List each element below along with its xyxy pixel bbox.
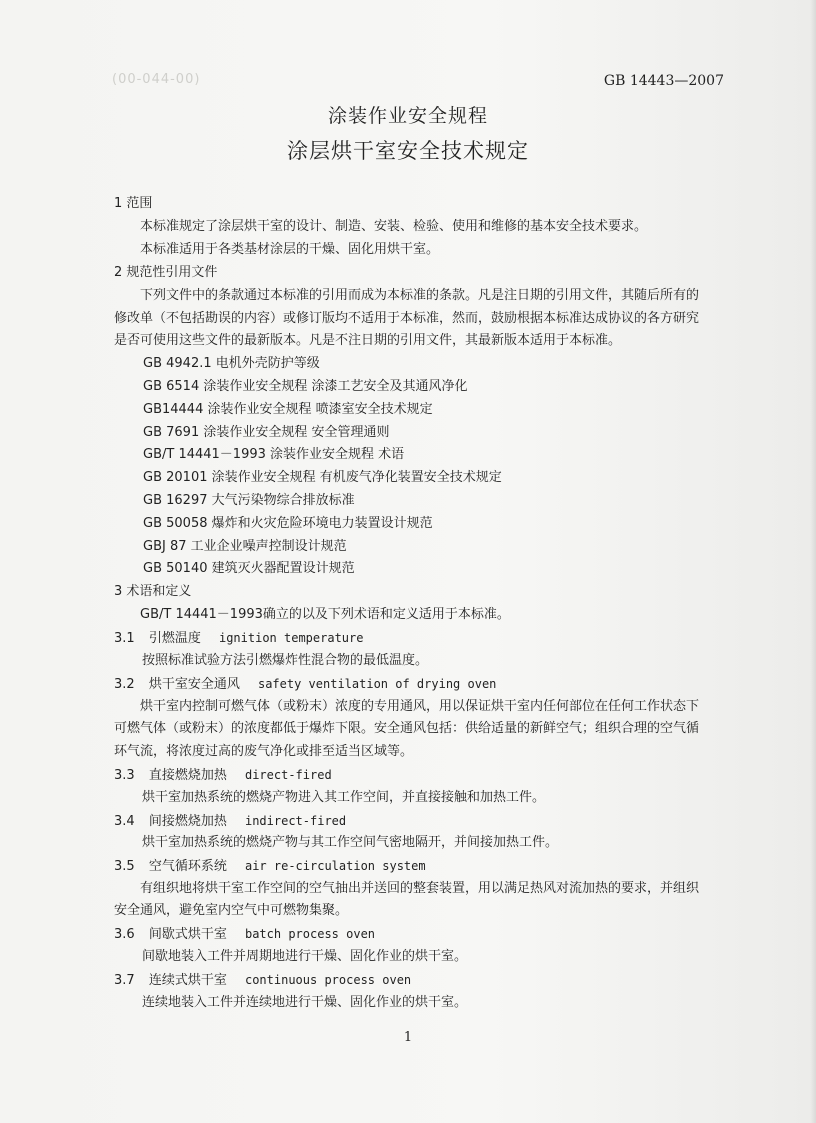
section-2-heading: 2 规范性引用文件 [114, 265, 218, 280]
term-english: continuous process oven [244, 973, 412, 987]
reference-item: GB 7691 涂装作业安全规程 安全管理通则 [143, 425, 390, 440]
section-2-paragraph-line-2: 修改单（不包括勘误的内容）或修订版均不适用于本标准，然而，鼓励根据本标准达成协议的各方研究 [114, 311, 700, 326]
document-title-main: 涂装作业安全规程 [327, 105, 488, 127]
term-number: 3.2 [114, 677, 135, 692]
term-3-5-heading [114, 857, 426, 876]
term-english: air re-circulation system [244, 859, 426, 873]
reference-item: GB/T 14441－1993 涂装作业安全规程 术语 [143, 447, 405, 462]
reference-item: GB 16297 大气污染物综合排放标准 [143, 493, 355, 508]
section-2-paragraph-line-3: 是否可使用这些文件的最新版本。凡是不注日期的引用文件，其最新版本适用于本标准。 [114, 333, 622, 348]
section-1-paragraph-1: 本标准规定了涂层烘干室的设计、制造、安装、检验、使用和维修的基本安全技术要求。 [140, 219, 648, 234]
scan-edge-shadow [810, 0, 816, 1123]
section-1-heading: 1 范围 [114, 196, 153, 211]
term-chinese: 直接燃烧加热 [148, 768, 227, 783]
term-number: 3.1 [114, 631, 135, 646]
term-3-4-definition: 烘干室加热系统的燃烧产物与其工作空间气密地隔开，并间接加热工件。 [142, 835, 559, 850]
term-english: direct-fired [244, 768, 332, 782]
section-2-paragraph-line-1: 下列文件中的条款通过本标准的引用而成为本标准的条款。凡是注日期的引用文件，其随后所有的 [140, 288, 700, 303]
reference-item: GB 6514 涂装作业安全规程 涂漆工艺安全及其通风净化 [143, 379, 468, 394]
standard-number: GB 14443—2007 [603, 73, 724, 89]
term-number: 3.5 [114, 859, 135, 874]
term-3-7-heading [114, 971, 411, 990]
term-english: safety ventilation of drying oven [257, 677, 497, 691]
term-3-5-definition-line-2: 安全通风，避免室内空气中可燃物集聚。 [114, 903, 349, 918]
term-chinese: 连续式烘干室 [148, 973, 227, 988]
term-number: 3.3 [114, 768, 135, 783]
term-3-1-heading [114, 629, 363, 648]
term-number: 3.6 [114, 927, 135, 942]
term-english: ignition temperature [218, 631, 364, 645]
term-3-3-definition: 烘干室加热系统的燃烧产物进入其工作空间，并直接接触和加热工件。 [142, 790, 546, 805]
reference-item: GB 50058 爆炸和火灾危险环境电力装置设计规范 [143, 516, 433, 531]
page-number: 1 [403, 1030, 413, 1045]
term-3-3-heading [114, 766, 332, 785]
term-3-6-heading [114, 925, 375, 944]
reference-item: GB 20101 涂装作业安全规程 有机废气净化装置安全技术规定 [143, 470, 502, 485]
term-3-5-definition-line-1: 有组织地将烘干室工作空间的空气抽出并送回的整套装置，用以满足热风对流加热的要求，并组织 [140, 881, 700, 896]
reference-item: GB14444 涂装作业安全规程 喷漆室安全技术规定 [143, 402, 433, 417]
term-english: batch process oven [244, 927, 376, 941]
term-3-7-definition: 连续地装入工件并连续地进行干燥、固化作业的烘干室。 [142, 995, 468, 1010]
term-number: 3.4 [114, 814, 135, 829]
term-english: indirect-fired [244, 814, 347, 828]
term-chinese: 引燃温度 [148, 631, 201, 646]
term-3-6-definition: 间歇地装入工件并周期地进行干燥、固化作业的烘干室。 [142, 949, 468, 964]
section-1-paragraph-2: 本标准适用于各类基材涂层的干燥、固化用烘干室。 [140, 242, 440, 257]
section-3-heading: 3 术语和定义 [114, 584, 192, 599]
term-number: 3.7 [114, 973, 135, 988]
term-3-2-definition-line-3: 环气流，将浓度过高的废气净化或排至适当区域等。 [114, 744, 414, 759]
term-3-1-definition: 按照标准试验方法引燃爆炸性混合物的最低温度。 [142, 653, 429, 668]
term-chinese: 空气循环系统 [148, 859, 227, 874]
term-3-2-heading [114, 675, 496, 694]
term-chinese: 间接燃烧加热 [148, 814, 227, 829]
term-chinese: 间歇式烘干室 [148, 927, 227, 942]
section-3-intro: GB/T 14441－1993确立的以及下列术语和定义适用于本标准。 [140, 607, 510, 622]
document-title-sub: 涂层烘干室安全技术规定 [287, 139, 529, 163]
reference-item: GBJ 87 工业企业噪声控制设计规范 [143, 539, 347, 554]
term-3-4-heading [114, 812, 346, 831]
faint-header-text: (00-044-00) [112, 72, 201, 87]
reference-item: GB 50140 建筑灭火器配置设计规范 [143, 561, 355, 576]
term-chinese: 烘干室安全通风 [148, 677, 240, 692]
reference-item: GB 4942.1 电机外壳防护等级 [143, 356, 320, 371]
term-3-2-definition-line-1: 烘干室内控制可燃气体（或粉末）浓度的专用通风，用以保证烘干室内任何部位在任何工作状态下 [140, 699, 700, 714]
term-3-2-definition-line-2: 可燃气体（或粉末）的浓度都低于爆炸下限。安全通风包括：供给适量的新鲜空气；组织合理的空气循 [114, 721, 700, 736]
